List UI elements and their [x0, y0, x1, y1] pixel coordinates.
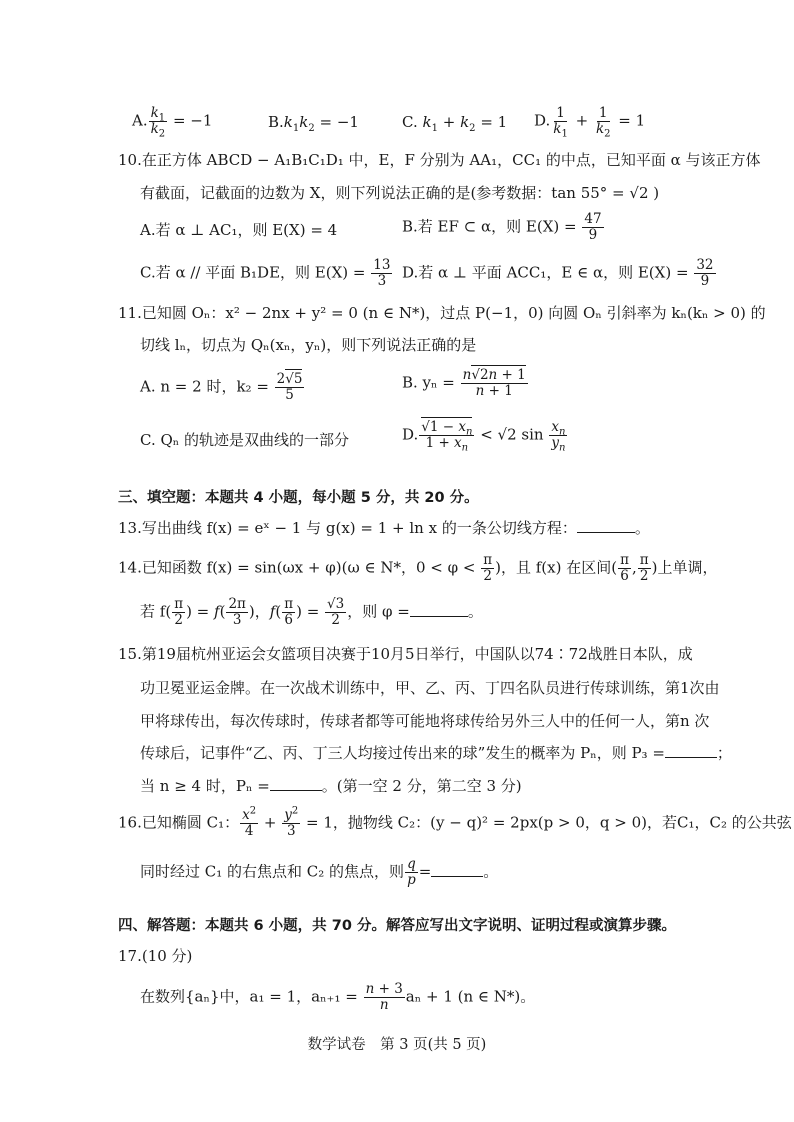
- q10-option-c: C.若 α // 平面 B₁DE，则 E(X) = $\frac{13}{3}$: [140, 257, 391, 289]
- answer-blank: [270, 776, 322, 791]
- page-footer: 数学试卷 第 3 页(共 5 页): [307, 1037, 487, 1053]
- q11-line2: 切线 lₙ，切点为 Qₙ(xₙ，yₙ)，则下列说法正确的是: [140, 336, 477, 354]
- q15-line4: 传球后，记事件“乙、丙、丁三人均接过传出来的球”发生的概率为 Pₙ，则 P₃ = ；: [140, 744, 732, 762]
- q9-option-b: $B.k_1k_2 = -1$: [268, 113, 359, 134]
- q9-option-a: A. $\frac{k_1}{k_2}$ = −1: [132, 105, 213, 140]
- section-3-heading: 三、填空题：本题共 4 小题，每小题 5 分，共 20 分。: [118, 490, 479, 506]
- q14-line1: 14.已知函数 f(x) = sin(ωx + φ)(ω ∈ N*，0 < φ < $\frac{\pi}{2}$ )，且 f(x) 在区间( $\frac{\pi}{6}$ , $\frac{\pi}{2}$ )上单调，: [118, 552, 718, 584]
- q11-line1: 11.已知圆 Oₙ：x² − 2nx + y² = 0 (n ∈ N*)，过点 P(−1，0) 向圆 Oₙ 引斜率为 kₙ(kₙ > 0) 的: [118, 304, 766, 322]
- q11-option-d: D. $\frac{√1 - x_n}{1 + x_n}$ < √2 sin $\frac{x_n}{y_n}$: [402, 419, 566, 454]
- q10-line1: 10.在正方体 ABCD − A₁B₁C₁D₁ 中，E，F 分别为 AA₁，CC₁ 的中点，已知平面 α 与该正方体: [118, 151, 761, 169]
- q15-line2: 功卫冕亚运金牌。在一次战术训练中，甲、乙、丙、丁四名队员进行传球训练，第1次由: [140, 679, 720, 697]
- q17-body: 在数列{aₙ}中，a₁ = 1，aₙ₊₁ = $\frac{n + 3}{n}$ aₙ + 1 (n ∈ N*)。: [140, 981, 536, 1013]
- q10-line2: 有截面，记截面的边数为 X，则下列说法正确的是(参考数据：tan 55° = √2 ): [140, 184, 660, 202]
- q11-option-b: B. yₙ = $\frac{n√2n + 1}{n + 1}$: [402, 367, 526, 399]
- q14-line2: 若 f( $\frac{\pi}{2}$ ) = f( $\frac{2\pi}{3}$ )，f( $\frac{\pi}{6}$ ) = $\frac{√3}{2}$ ，则 φ = 。: [140, 596, 483, 628]
- section-4-heading: 四、解答题：本题共 6 小题，共 70 分。解答应写出文字说明、证明过程或演算步骤。: [118, 918, 676, 934]
- q9-option-d: D. $\frac{1}{k_1}$ + $\frac{1}{k_2}$ = 1: [534, 105, 646, 140]
- q17-heading: 17.(10 分): [118, 947, 193, 965]
- q9-option-c: C. $k_1 + k_2 = 1$: [402, 113, 508, 134]
- q11-option-a: A. n = 2 时，k₂ = $\frac{2√5}{5}$: [140, 371, 303, 403]
- q11-option-c: C. Qₙ 的轨迹是双曲线的一部分: [140, 431, 350, 449]
- q16-line2: 同时经过 C₁ 的右焦点和 C₂ 的焦点，则 $\frac{q}{p}$ = 。: [140, 856, 499, 888]
- q10-option-d: D.若 α ⊥ 平面 ACC₁，E ∈ α，则 E(X) = $\frac{32}{9}$: [402, 257, 714, 289]
- answer-blank: [665, 743, 717, 758]
- answer-blank: [410, 602, 468, 617]
- q13: 13.写出曲线 f(x) = eˣ − 1 与 g(x) = 1 + ln x 的一条公切线方程： 。: [118, 519, 650, 537]
- answer-blank: [577, 518, 635, 533]
- q15-line5: 当 n ≥ 4 时，Pₙ = 。(第一空 2 分，第二空 3 分): [140, 777, 522, 795]
- answer-blank: [431, 862, 483, 877]
- q10-option-b: B.若 EF ⊂ α，则 E(X) = $\frac{47}{9}$: [402, 211, 602, 243]
- q16-line1: 16.已知椭圆 C₁： $\frac{x^2}{4}$ + $\frac{y^2}{3}$ = 1，抛物线 C₂：(y − q)² = 2px(p > 0，q > 0)，若C₁，C₂ 的公共弦: [118, 805, 792, 839]
- q15-line1: 15.第19届杭州亚运会女篮项目决赛于10月5日举行，中国队以74∶72战胜日本队，成: [118, 645, 693, 663]
- q10-option-a: A.若 α ⊥ AC₁，则 E(X) = 4: [140, 221, 338, 239]
- q15-line3: 甲将球传出，每次传球时，传球者都等可能地将球传给另外三人中的任何一人，第n 次: [140, 712, 710, 730]
